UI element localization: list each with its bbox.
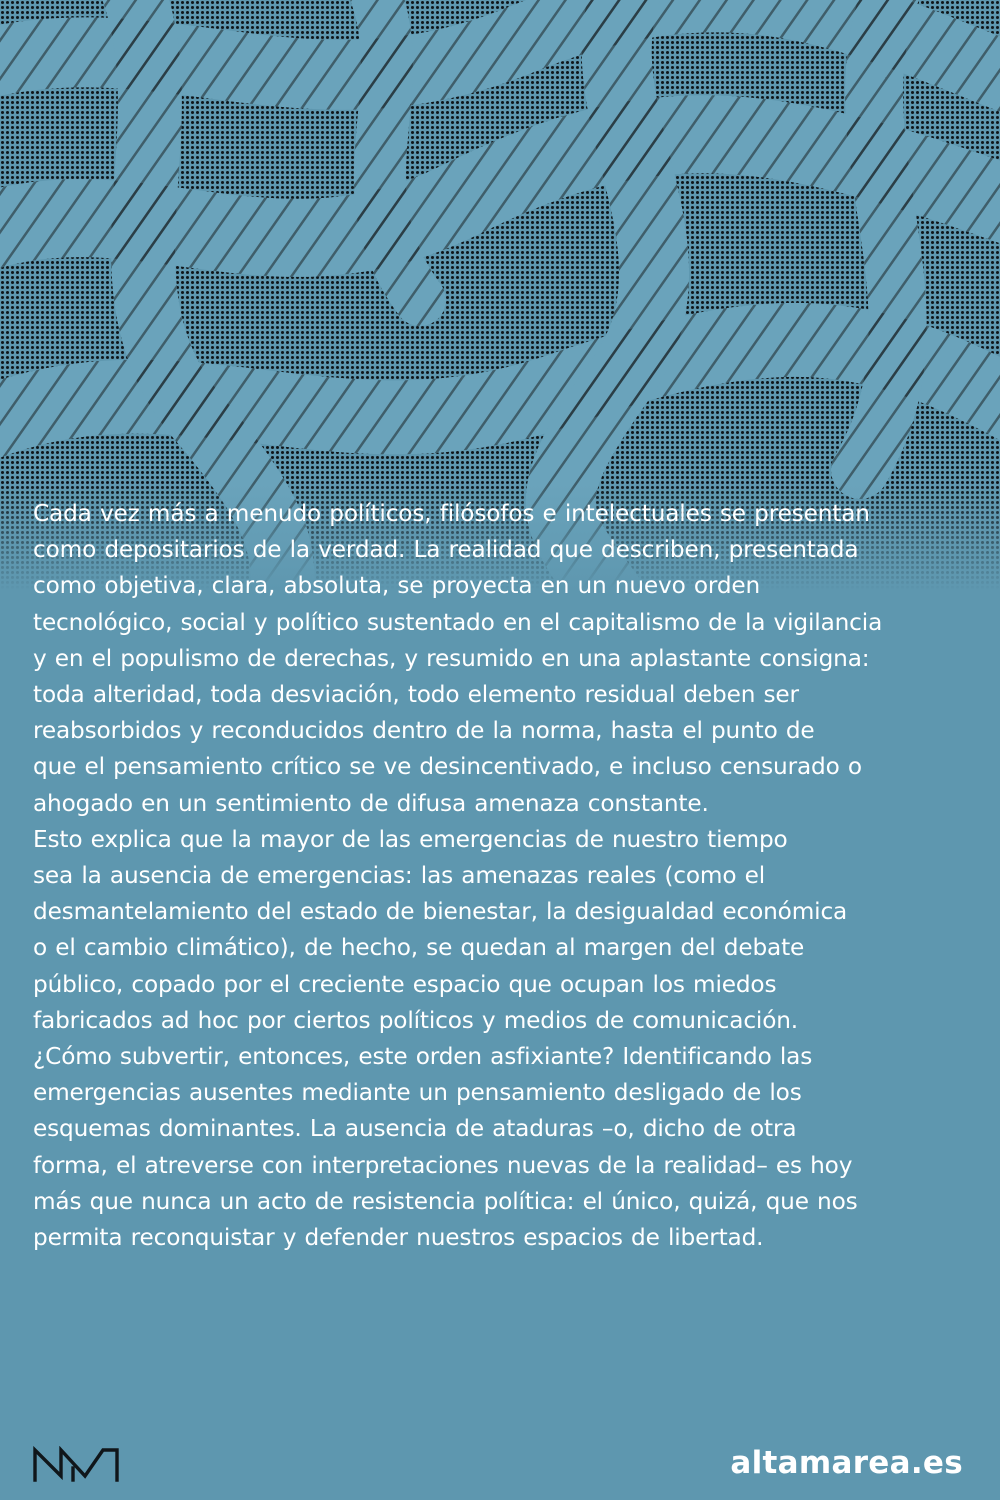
blurb-line: y en el populismo de derechas, y resumido en una aplastante consigna: [33, 644, 870, 672]
blurb-line: Esto explica que la mayor de las emergencias de nuestro tiempo [33, 825, 788, 853]
blurb-line: forma, el atreverse con interpretaciones nuevas de la realidad– es hoy [33, 1151, 853, 1179]
blurb-line: permita reconquistar y defender nuestros espacios de libertad. [33, 1224, 764, 1252]
altamarea-logo-icon [33, 1446, 119, 1482]
blurb-line: más que nunca un acto de resistencia política: el único, quizá, que nos [33, 1187, 858, 1215]
blurb-line: tecnológico, social y político sustentado en el capitalismo de la vigilancia [33, 608, 883, 636]
publisher-website: altamarea.es [730, 1445, 963, 1481]
blurb-line: ahogado en un sentimiento de difusa amenaza constante. [33, 789, 709, 817]
blurb-line: público, copado por el creciente espacio que ocupan los miedos [33, 970, 777, 998]
blurb-line: Cada vez más a menudo políticos, filósofos e intelectuales se presentan [33, 500, 870, 527]
blurb-line: emergencias ausentes mediante un pensamiento desligado de los [33, 1079, 802, 1107]
blurb-line: como depositarios de la verdad. La realidad que describen, presentada [33, 536, 859, 564]
blurb-line: esquemas dominantes. La ausencia de ataduras –o, dicho de otra [33, 1115, 797, 1143]
back-cover-blurb [33, 496, 973, 1256]
blurb-line: desmantelamiento del estado de bienestar, la desigualdad económica [33, 898, 848, 926]
blurb-line: fabricados ad hoc por ciertos políticos y medios de comunicación. [33, 1006, 799, 1034]
blurb-line: que el pensamiento crítico se ve desincentivado, e incluso censurado o [33, 753, 862, 781]
blurb-line: sea la ausencia de emergencias: las amenazas reales (como el [33, 862, 766, 890]
blurb-line: como objetiva, clara, absoluta, se proyecta en un nuevo orden [33, 572, 761, 600]
blurb-line: toda alteridad, toda desviación, todo elemento residual deben ser [33, 681, 799, 709]
blurb-line: ¿Cómo subvertir, entonces, este orden asfixiante? Identificando las [33, 1043, 813, 1071]
blurb-line: reabsorbidos y reconducidos dentro de la norma, hasta el punto de [33, 717, 815, 745]
blurb-line: o el cambio climático), de hecho, se quedan al margen del debate [33, 934, 805, 962]
